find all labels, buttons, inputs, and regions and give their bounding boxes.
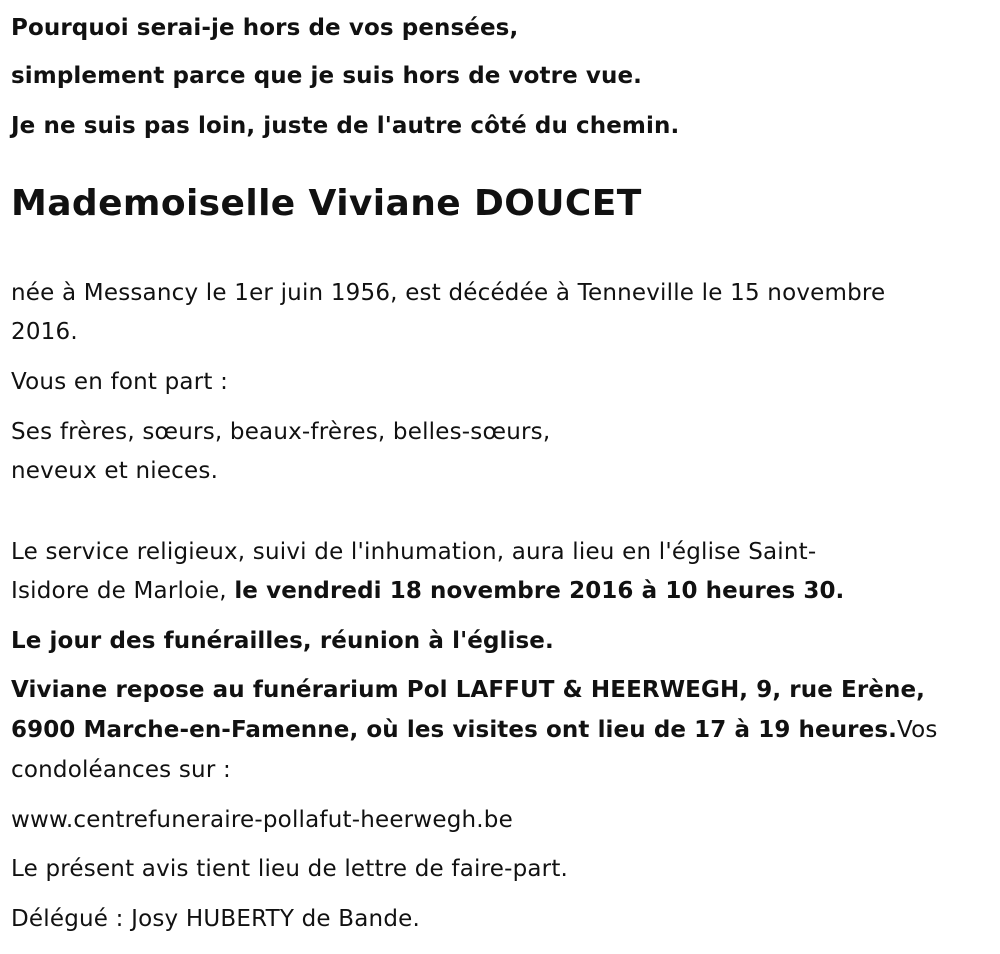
meeting-text: Le jour des funérailles, réunion à l'église. bbox=[11, 628, 554, 654]
service-date: le vendredi 18 novembre 2016 à 10 heures 30. bbox=[234, 578, 845, 604]
funerarium-line-2 bbox=[11, 716, 938, 744]
family-line-1: Ses frères, sœurs, beaux-frères, belles-sœurs, bbox=[11, 419, 551, 445]
poem-line-2: simplement parce que je suis hors de votre vue. bbox=[11, 63, 643, 89]
poem-line-1: Pourquoi serai-je hors de vos pensées, bbox=[11, 15, 519, 41]
notice-text: Le présent avis tient lieu de lettre de faire-part. bbox=[11, 856, 569, 882]
condolences-text: condoléances sur : bbox=[11, 757, 231, 783]
birth-death-line-1: née à Messancy le 1er juin 1956, est décédée à Tenneville le 15 novembre bbox=[11, 280, 886, 306]
condolences-start: Vos bbox=[896, 717, 938, 743]
birth-death-line-2: 2016. bbox=[11, 319, 78, 345]
website-link[interactable]: www.centrefuneraire-pollafut-heerwegh.be bbox=[11, 807, 513, 833]
family-line-2: neveux et nieces. bbox=[11, 458, 219, 484]
service-line-1: Le service religieux, suivi de l'inhumation, aura lieu en l'église Saint- bbox=[11, 539, 817, 565]
deceased-name: Mademoiselle Viviane DOUCET bbox=[11, 183, 642, 224]
service-location: Isidore de Marloie, bbox=[11, 578, 235, 604]
poem-line-3: Je ne suis pas loin, juste de l'autre côté du chemin. bbox=[11, 113, 680, 139]
delegate-text: Délégué : Josy HUBERTY de Bande. bbox=[11, 906, 420, 932]
visit-hours: 6900 Marche-en-Famenne, où les visites ont lieu de 17 à 19 heures. bbox=[11, 717, 897, 743]
announce-text: Vous en font part : bbox=[11, 369, 229, 395]
service-line-2 bbox=[11, 577, 844, 605]
funerarium-line-1: Viviane repose au funérarium Pol LAFFUT & HEERWEGH, 9, rue Erène, bbox=[11, 677, 925, 703]
